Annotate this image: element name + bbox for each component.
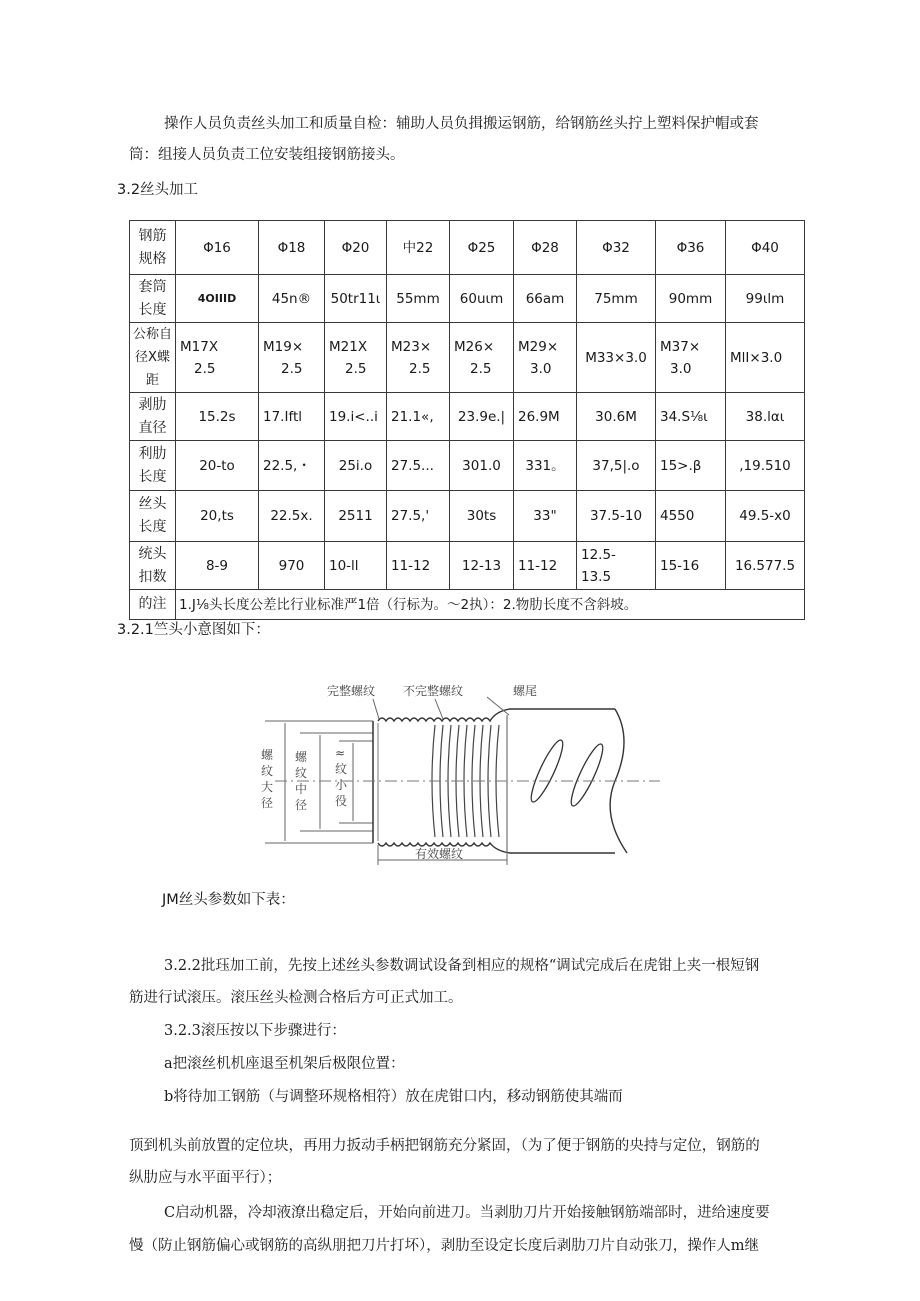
table-cell: M23× 2.5 bbox=[387, 323, 450, 393]
table-cell: 12.5- 13.5 bbox=[577, 542, 656, 590]
table-cell: 90mm bbox=[656, 275, 726, 323]
table-cell: 45n® bbox=[259, 275, 325, 323]
table-cell: 38.lαι bbox=[726, 393, 805, 441]
table-cell: MlI×3.0 bbox=[726, 323, 805, 393]
paragraph-intro-line-1: 操作人员负责丝头加工和质量自检：辅助人员负揖搬运钢筋，给钢筋丝头拧上塑料保护帽或套 bbox=[164, 116, 759, 132]
label-major-dia bbox=[261, 747, 274, 810]
table-cell: Φ18 bbox=[259, 221, 325, 275]
leader-full-thread bbox=[373, 699, 379, 719]
table-cell: 55mm bbox=[387, 275, 450, 323]
row-label: 钢筋 规格 bbox=[130, 221, 176, 275]
table-cell: 15>.β bbox=[656, 441, 726, 491]
thread-top-profile bbox=[378, 709, 615, 721]
table-cell: M17X 2.5 bbox=[176, 323, 259, 393]
table-cell: 26.9M bbox=[514, 393, 577, 441]
thread-spec-table bbox=[129, 220, 805, 620]
table-cell: M19× 2.5 bbox=[259, 323, 325, 393]
row-label: 利肋 长度 bbox=[130, 441, 176, 491]
table-cell: 25i.o bbox=[325, 441, 387, 491]
table-row-sleeve-length bbox=[130, 275, 805, 323]
thread-helix-lines bbox=[432, 725, 499, 837]
table-cell: 30ts bbox=[450, 491, 514, 542]
table-cell: Φ36 bbox=[656, 221, 726, 275]
svg-text:≈: ≈ bbox=[335, 746, 346, 760]
table-cell: Φ16 bbox=[176, 221, 259, 275]
transverse-rib-1 bbox=[526, 737, 567, 805]
table-cell: 19.i<..i bbox=[325, 393, 387, 441]
table-cell: Φ40 bbox=[726, 221, 805, 275]
table-row-head-length bbox=[130, 491, 805, 542]
row-label: 公称自 径X蝶距 bbox=[130, 323, 176, 393]
svg-text:役: 役 bbox=[335, 794, 348, 808]
table-cell: 33" bbox=[514, 491, 577, 542]
section-heading-3-2: 3.2丝头加工 bbox=[117, 182, 199, 198]
table-row-rib-length bbox=[130, 441, 805, 491]
table-cell: 49.5-x0 bbox=[726, 491, 805, 542]
table-cell: 11-12 bbox=[387, 542, 450, 590]
table-row-thread-turns bbox=[130, 542, 805, 590]
paragraph-intro-line-2: 筒：组接人员负责工位安装组接钢筋接头。 bbox=[129, 147, 405, 163]
row-label: 套筒 长度 bbox=[130, 275, 176, 323]
table-cell: ,19.510 bbox=[726, 441, 805, 491]
table-cell: 50tr11ι bbox=[325, 275, 387, 323]
label-partial-thread: 不完整螺纹 bbox=[403, 684, 464, 698]
table-cell: 22.5,・ bbox=[259, 441, 325, 491]
table-cell: 2511 bbox=[325, 491, 387, 542]
table-cell: Φ32 bbox=[577, 221, 656, 275]
svg-text:纹: 纹 bbox=[295, 766, 308, 780]
table-row-strip-diameter bbox=[130, 393, 805, 441]
row-label: 丝头 长度 bbox=[130, 491, 176, 542]
label-thread-tail: 螺尾 bbox=[513, 684, 538, 698]
step-a: a把滚丝机机座退至机架后极限位置： bbox=[164, 1056, 405, 1072]
table-cell: 11-12 bbox=[514, 542, 577, 590]
thread-bottom-profile bbox=[378, 843, 615, 853]
section-heading-3-2-3: 3.2.3滚压按以下步骤进行： bbox=[164, 1023, 346, 1039]
svg-text:径: 径 bbox=[295, 798, 308, 812]
label-minor-dia bbox=[335, 746, 348, 808]
table-cell: 12-13 bbox=[450, 542, 514, 590]
table-cell: 23.9e.| bbox=[450, 393, 514, 441]
transverse-rib-2 bbox=[566, 741, 607, 809]
table-cell: 331。 bbox=[514, 441, 577, 491]
table-cell: 4OIIID bbox=[176, 275, 259, 323]
table-row-thread-size bbox=[130, 323, 805, 393]
label-effective-thread: 有效螺纹 bbox=[415, 847, 464, 861]
svg-text:小: 小 bbox=[335, 778, 348, 792]
table-cell: 75mm bbox=[577, 275, 656, 323]
svg-text:径: 径 bbox=[261, 796, 274, 810]
table-cell: 37.5-10 bbox=[577, 491, 656, 542]
row-label: 统头 扣数 bbox=[130, 542, 176, 590]
table-cell: Φ28 bbox=[514, 221, 577, 275]
row-label: 的注 bbox=[130, 590, 176, 620]
table-cell: 15-16 bbox=[656, 542, 726, 590]
paragraph-step-b-continued-line-1: 顶到机头前放置的定位块，再用力扳动手柄把钢筋充分紧固，（为了便于钢筋的央持与定位，钢筋的 bbox=[129, 1138, 760, 1154]
table-cell: 99ιlm bbox=[726, 275, 805, 323]
table-cell: 37,5|.o bbox=[577, 441, 656, 491]
table-cell: M33×3.0 bbox=[577, 323, 656, 393]
table-cell: 34.S⅛ι bbox=[656, 393, 726, 441]
svg-text:大: 大 bbox=[261, 780, 274, 794]
paragraph-3-2-2-line-2: 筋进行试滚压。滚压丝头检测合格后方可正式加工。 bbox=[129, 990, 463, 1006]
table-cell: 27.5,' bbox=[387, 491, 450, 542]
svg-text:螺: 螺 bbox=[261, 748, 274, 762]
leader-partial-thread bbox=[435, 699, 443, 719]
table-cell: 20,ts bbox=[176, 491, 259, 542]
table-cell: Φ25 bbox=[450, 221, 514, 275]
thread-head-diagram bbox=[255, 675, 665, 875]
table-cell: 8-9 bbox=[176, 542, 259, 590]
svg-text:纹: 纹 bbox=[261, 764, 274, 778]
table-cell: 16.577.5 bbox=[726, 542, 805, 590]
table-cell: M37× 3.0 bbox=[656, 323, 726, 393]
step-b: b将待加工钢筋（与调整环规格相符）放在虎钳口内，移动钢筋使其端而 bbox=[164, 1089, 623, 1105]
svg-text:纹: 纹 bbox=[335, 762, 348, 776]
table-cell: 20-to bbox=[176, 441, 259, 491]
table-cell: 30.6M bbox=[577, 393, 656, 441]
jm-caption: JM丝头参数如下表： bbox=[162, 892, 295, 908]
table-cell: 10-ll bbox=[325, 542, 387, 590]
table-cell: 60uιm bbox=[450, 275, 514, 323]
label-full-thread: 完整螺纹 bbox=[327, 684, 376, 698]
paragraph-step-b-continued-line-2: 纵肋应与水平面平行）； bbox=[129, 1170, 282, 1186]
row-label: 剥肋 直径 bbox=[130, 393, 176, 441]
table-note-text: 1.J⅛头长度公差比行业标准严1倍（行标为。～2执）：2.物肋长度不含斜坡。 bbox=[176, 590, 805, 620]
table-cell: 17.Iftl bbox=[259, 393, 325, 441]
table-cell: 4550 bbox=[656, 491, 726, 542]
table-cell: 中22 bbox=[387, 221, 450, 275]
table-cell: Φ20 bbox=[325, 221, 387, 275]
table-cell: 27.5... bbox=[387, 441, 450, 491]
table-cell: 301.0 bbox=[450, 441, 514, 491]
paragraph-3-2-2-line-1: 3.2.2批珏加工前，先按上述丝头参数调试设备到相应的规格“调试完成后在虎钳上夹一根短钢 bbox=[164, 958, 760, 974]
table-cell: 21.1«, bbox=[387, 393, 450, 441]
table-cell: 66am bbox=[514, 275, 577, 323]
paragraph-step-c-line-1: C启动机器，冷却液潦出稳定后，开始向前进刀。当剥肋刀片开始接触钢筋端部时，进给速度要 bbox=[164, 1205, 770, 1221]
table-cell: 15.2s bbox=[176, 393, 259, 441]
table-cell: M29× 3.0 bbox=[514, 323, 577, 393]
section-heading-3-2-1: 3.2.1竺头小意图如下： bbox=[117, 622, 270, 638]
svg-text:螺: 螺 bbox=[295, 750, 308, 764]
paragraph-step-c-line-2: 慢（防止钢筋偏心或钢筋的高纵朋把刀片打坏），剥肋至设定长度后剥肋刀片自动张刀，操作人m继 bbox=[129, 1238, 759, 1254]
table-cell: M21X 2.5 bbox=[325, 323, 387, 393]
svg-text:中: 中 bbox=[295, 782, 308, 796]
table-cell: 970 bbox=[259, 542, 325, 590]
table-row-rebar-spec bbox=[130, 221, 805, 275]
table-row-note bbox=[130, 590, 805, 620]
table-cell: 22.5x. bbox=[259, 491, 325, 542]
table-cell: M26× 2.5 bbox=[450, 323, 514, 393]
